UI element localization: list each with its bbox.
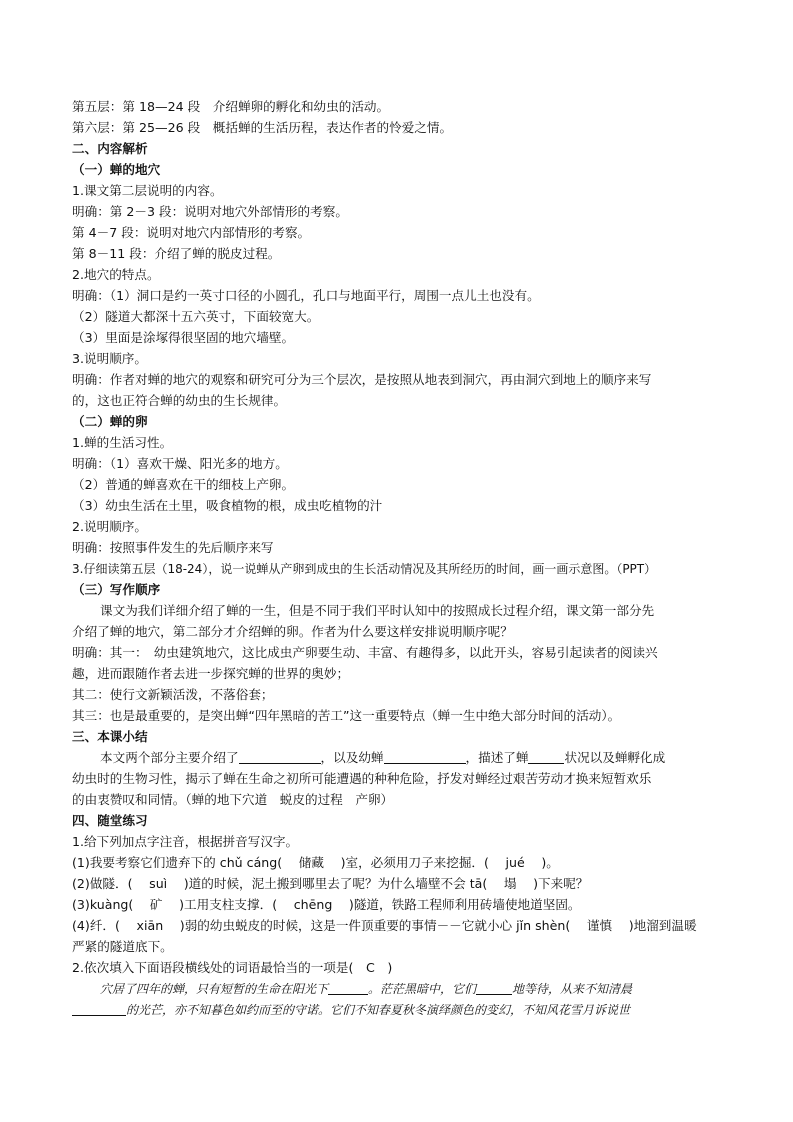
question-item: (2)做隧．( suì )道的时候，泥土搬到哪里去了呢？为什么墙壁不会 tā( 塌 )下来呢？ <box>72 876 589 891</box>
passage-text: 地等待，从来不知清晨 <box>512 982 633 996</box>
section-heading: 二、内容解析 <box>72 141 148 156</box>
summary-line: 幼虫时的生物习性，揭示了蝉在生命之初所可能遭遇的种种危险，抒发对蝉经过艰苦劳动才换来短暂欢乐 <box>72 771 652 786</box>
summary-text: 状况以及蝉孵化成 <box>564 750 666 765</box>
question: 2.依次填入下面语段横线处的词语最恰当的一项是( C ) <box>72 960 393 975</box>
text-line: （2）隧道大都深十五六英寸，下面较宽大。 <box>72 309 320 324</box>
text-line: 课文为我们详细介绍了蝉的一生，但是不同于我们平时认知中的按照成长过程介绍，课文第一部分先 <box>100 603 655 618</box>
fill-blank[interactable] <box>72 1001 126 1016</box>
passage-text: 的光芒，亦不知暮色如约而至的守诺。它们不知春夏秋冬演绎颜色的变幻，不知风花雪月诉说世 <box>126 1003 631 1017</box>
question-item: 严紧的隧道底下。 <box>72 939 173 954</box>
text-line: 1.课文第二层说明的内容。 <box>72 183 223 198</box>
text-line: 第 8－11 段：介绍了蝉的脱皮过程。 <box>72 246 281 261</box>
summary-text: 本文两个部分主要介绍了 <box>100 750 239 765</box>
fill-blank[interactable] <box>384 749 466 764</box>
text-line: 明确：按照事件发生的先后顺序来写 <box>72 540 274 555</box>
text-line: 其三：也是最重要的，是突出蝉“四年黑暗的苦工”这一重要特点（蝉一生中绝大部分时间的活动）。 <box>72 708 621 723</box>
text-line: 明确：其一： 幼虫建筑地穴，这比成虫产卵要生动、丰富、有趣得多，以此开头，容易引起读者的阅读兴 <box>72 645 658 660</box>
text-line: 2.地穴的特点。 <box>72 267 160 282</box>
text-line: 明确：作者对蝉的地穴的观察和研究可分为三个层次，是按照从地表到洞穴，再由洞穴到地上的顺序来写 <box>72 372 652 387</box>
text-line: 趣，进而跟随作者去进一步探究蝉的世界的奥妙； <box>72 666 350 681</box>
question: 1.给下列加点字注音，根据拼音写汉字。 <box>72 834 299 849</box>
text-line: 介绍了蝉的地穴，第二部分才介绍蝉的卵。作者为什么要这样安排说明顺序呢？ <box>72 624 513 639</box>
text-line: 第五层：第 18—24 段 介绍蝉卵的孵化和幼虫的活动。 <box>72 99 390 114</box>
text-line: （3）幼虫生活在土里，吸食植物的根，成虫吃植物的汁 <box>72 498 383 513</box>
passage-line <box>72 1000 732 1020</box>
fill-blank[interactable] <box>476 980 512 995</box>
text-line: （3）里面是涂塚得很坚固的地穴墙壁。 <box>72 330 295 345</box>
subsection-heading: （一）蝉的地穴 <box>72 162 161 177</box>
fill-blank[interactable] <box>528 749 564 764</box>
passage-text: 穴居了四年的蝉，只有短暂的生命在阳光下 <box>100 982 329 996</box>
question-item: (4)纤．( xiān )弱的幼虫蜕皮的时候，这是一件顶重要的事情－－它就小心 jǐn shèn( 谨慎 )地溜到温暖 <box>72 918 697 933</box>
text-line: （2）普通的蝉喜欢在干的细枝上产卵。 <box>72 477 295 492</box>
text-line: 明确：第 2－3 段：说明对地穴外部情形的考察。 <box>72 204 348 219</box>
passage-line <box>100 979 732 999</box>
subsection-heading: （三）写作顺序 <box>72 582 161 597</box>
text-line: 第 4－7 段：说明对地穴内部情形的考察。 <box>72 225 311 240</box>
text-line: 3.仔细读第五层（18-24），说一说蝉从产卵到成虫的生长活动情况及其所经历的时间，画一画示意图。（PPT） <box>72 562 657 576</box>
text-line: 其二：使行文新颖活泼，不落俗套； <box>72 687 274 702</box>
text-line: 的，这也正符合蝉的幼虫的生长规律。 <box>72 393 287 408</box>
text-line: 1.蝉的生活习性。 <box>72 435 173 450</box>
section-heading: 三、本课小结 <box>72 729 148 744</box>
fill-blank[interactable] <box>328 980 368 995</box>
summary-line: 的由衷赞叹和同情。（蝉的地下穴道 蜕皮的过程 产卵） <box>72 792 394 807</box>
section-heading: 四、随堂练习 <box>72 813 148 828</box>
text-line: 第六层：第 25—26 段 概括蝉的生活历程，表达作者的怜爱之情。 <box>72 120 453 135</box>
summary-line <box>100 748 732 768</box>
fill-blank[interactable] <box>239 749 321 764</box>
text-line: 3.说明顺序。 <box>72 351 147 366</box>
subsection-heading: （二）蝉的卵 <box>72 414 148 429</box>
text-line: 明确：（1）喜欢干燥、阳光多的地方。 <box>72 456 288 471</box>
question-item: (3)kuàng( 矿 )工用支柱支撑．( chēng )隧道，铁路工程师利用砖墙使地道坚固。 <box>72 897 581 912</box>
text-line: 2.说明顺序。 <box>72 519 147 534</box>
summary-text: ，描述了蝉 <box>465 750 529 765</box>
passage-text: 。茫茫黑暗中，它们 <box>368 982 477 996</box>
question-item: (1)我要考察它们遗弃下的 chǔ cáng( 储藏 )室，必须用刀子来挖掘．( jué )。 <box>72 855 559 870</box>
text-line: 明确：（1）洞口是约一英寸口径的小圆孔，孔口与地面平行，周围一点儿土也没有。 <box>72 288 540 303</box>
summary-text: ，以及幼蝉 <box>320 750 384 765</box>
